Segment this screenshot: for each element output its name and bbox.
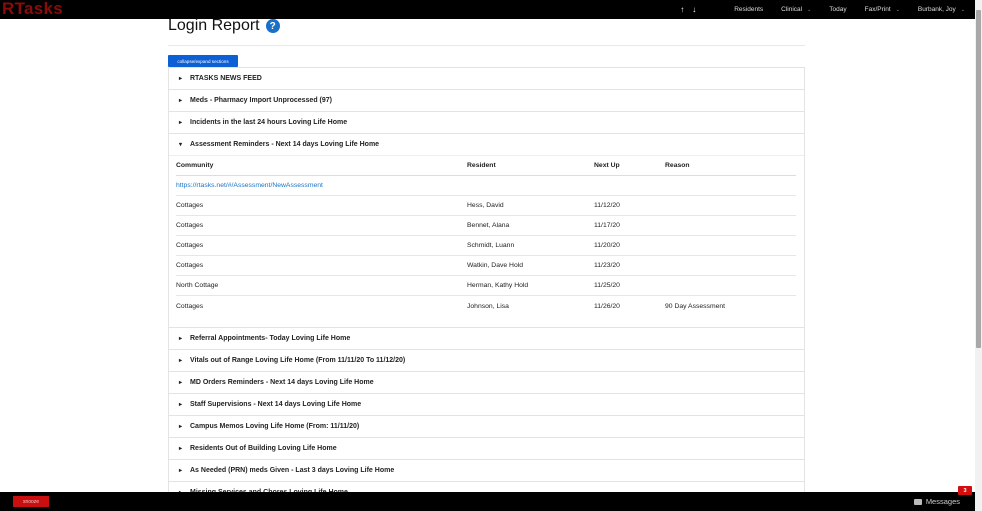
caret-right-icon: ▸ (179, 446, 183, 452)
nav-user-menu[interactable] (918, 6, 965, 13)
page-title (168, 17, 280, 35)
cell-next-up: 11/26/20 (594, 302, 620, 310)
section-title: RTASKS NEWS FEED (190, 75, 262, 82)
section-title: Campus Memos Loving Life Home (From: 11/11/20) (190, 423, 360, 430)
caret-right-icon: ▸ (179, 336, 183, 342)
cell-reason: 90 Day Assessment (665, 302, 726, 310)
nav-today[interactable] (829, 6, 846, 13)
cell-community: Cottages (176, 262, 204, 269)
report-sections (168, 67, 805, 503)
font-size-controls (680, 5, 696, 14)
caret-right-icon: ▸ (179, 358, 183, 364)
nav-residents-label: Residents (734, 6, 764, 13)
cell-resident: Schmidt, Luann (467, 242, 515, 249)
top-nav (680, 0, 965, 19)
envelope-icon (914, 499, 922, 505)
section-header-vitals[interactable] (169, 349, 804, 371)
cell-next-up: 11/17/20 (594, 222, 620, 229)
cell-resident: Herman, Kathy Hold (467, 282, 529, 289)
help-icon[interactable]: ? (266, 19, 280, 33)
nav-clinical[interactable] (781, 6, 811, 13)
section-title: As Needed (PRN) meds Given - Last 3 days Loving Life Home (190, 467, 395, 474)
arrow-down-icon[interactable]: ↓ (692, 5, 697, 14)
caret-down-icon: ▾ (179, 142, 183, 148)
top-navbar (0, 0, 975, 19)
messages-button[interactable] (914, 497, 960, 506)
section-title: Meds - Pharmacy Import Unprocessed (97) (190, 97, 332, 104)
nav-today-label: Today (829, 6, 847, 13)
caret-right-icon: ▸ (179, 424, 183, 430)
cell-resident: Johnson, Lisa (467, 302, 509, 310)
table-spacer (176, 316, 796, 327)
table-row (176, 216, 796, 236)
rtasks-logo[interactable]: RTasks (2, 0, 64, 18)
section-header-prn-meds[interactable] (169, 459, 804, 481)
chevron-down-icon: ⌄ (895, 6, 900, 13)
section-header-residents-out[interactable] (169, 437, 804, 459)
caret-right-icon: ▸ (179, 76, 183, 82)
nav-fax-print[interactable] (865, 6, 900, 13)
column-header-resident: Resident (467, 162, 496, 169)
scrollbar-thumb[interactable] (976, 10, 981, 348)
section-header-news-feed[interactable] (169, 67, 804, 89)
section-header-assessment-reminders[interactable] (169, 133, 804, 155)
section-title: Residents Out of Building Loving Life Home (190, 445, 337, 452)
section-title: Incidents in the last 24 hours Loving Life Home (190, 119, 348, 126)
nav-residents[interactable] (734, 6, 763, 13)
collapse-expand-sections-button[interactable]: collapse/expand sections (168, 55, 238, 67)
section-header-staff-supervisions[interactable] (169, 393, 804, 415)
cell-community: Cottages (176, 222, 204, 229)
cell-next-up: 11/20/20 (594, 242, 620, 249)
table-row (176, 276, 796, 296)
table-row (176, 296, 796, 316)
snooze-button[interactable]: snooze (13, 496, 49, 507)
caret-right-icon: ▸ (179, 98, 183, 104)
page-scrollbar[interactable] (975, 0, 982, 511)
section-title: Staff Supervisions - Next 14 days Loving Life Home (190, 401, 362, 408)
page-title-text: Login Report (168, 17, 260, 34)
caret-right-icon: ▸ (179, 402, 183, 408)
table-row (176, 196, 796, 216)
new-assessment-link[interactable]: https://rtasks.net/#/Assessment/NewAssessment (176, 182, 323, 189)
caret-right-icon: ▸ (179, 468, 183, 474)
section-title: MD Orders Reminders - Next 14 days Loving Life Home (190, 379, 374, 386)
cell-community: Cottages (176, 202, 204, 209)
cell-community: Cottages (176, 302, 204, 310)
section-header-pharmacy-import[interactable] (169, 89, 804, 111)
cell-next-up: 11/25/20 (594, 282, 620, 289)
cell-next-up: 11/12/20 (594, 202, 620, 209)
nav-fax-print-label: Fax/Print (864, 6, 891, 13)
cell-next-up: 11/23/20 (594, 262, 620, 269)
caret-right-icon: ▸ (179, 120, 183, 126)
section-header-referral-appointments[interactable] (169, 327, 804, 349)
column-header-reason: Reason (665, 162, 690, 169)
section-title: Assessment Reminders - Next 14 days Loving Life Home (190, 141, 380, 148)
nav-clinical-label: Clinical (781, 6, 803, 13)
cell-community: North Cottage (176, 282, 219, 289)
chevron-down-icon: ⌄ (960, 6, 965, 13)
chevron-down-icon: ⌄ (807, 6, 812, 13)
table-header (176, 156, 796, 176)
cell-resident: Hess, David (467, 202, 504, 209)
section-header-campus-memos[interactable] (169, 415, 804, 437)
cell-community: Cottages (176, 242, 204, 249)
nav-user-label: Burbank, Joy (917, 6, 956, 13)
section-title: Vitals out of Range Loving Life Home (From 11/11/20 To 11/12/20) (190, 357, 406, 364)
messages-label: Messages (925, 497, 960, 506)
arrow-up-icon[interactable]: ↑ (680, 5, 685, 14)
link-row (176, 176, 796, 196)
bottom-bar (0, 492, 975, 511)
cell-resident: Watkin, Dave Hold (467, 262, 524, 269)
section-title: Referral Appointments- Today Loving Life Home (190, 335, 351, 342)
column-header-next-up: Next Up (594, 162, 620, 169)
messages-count-badge: 3 (958, 486, 972, 495)
cell-resident: Bennet, Alana (467, 222, 510, 229)
table-row (176, 236, 796, 256)
section-header-incidents[interactable] (169, 111, 804, 133)
column-header-community: Community (176, 162, 214, 169)
table-row (176, 256, 796, 276)
title-divider (168, 45, 805, 46)
caret-right-icon: ▸ (179, 380, 183, 386)
section-header-md-orders[interactable] (169, 371, 804, 393)
assessment-reminders-table (169, 155, 804, 327)
